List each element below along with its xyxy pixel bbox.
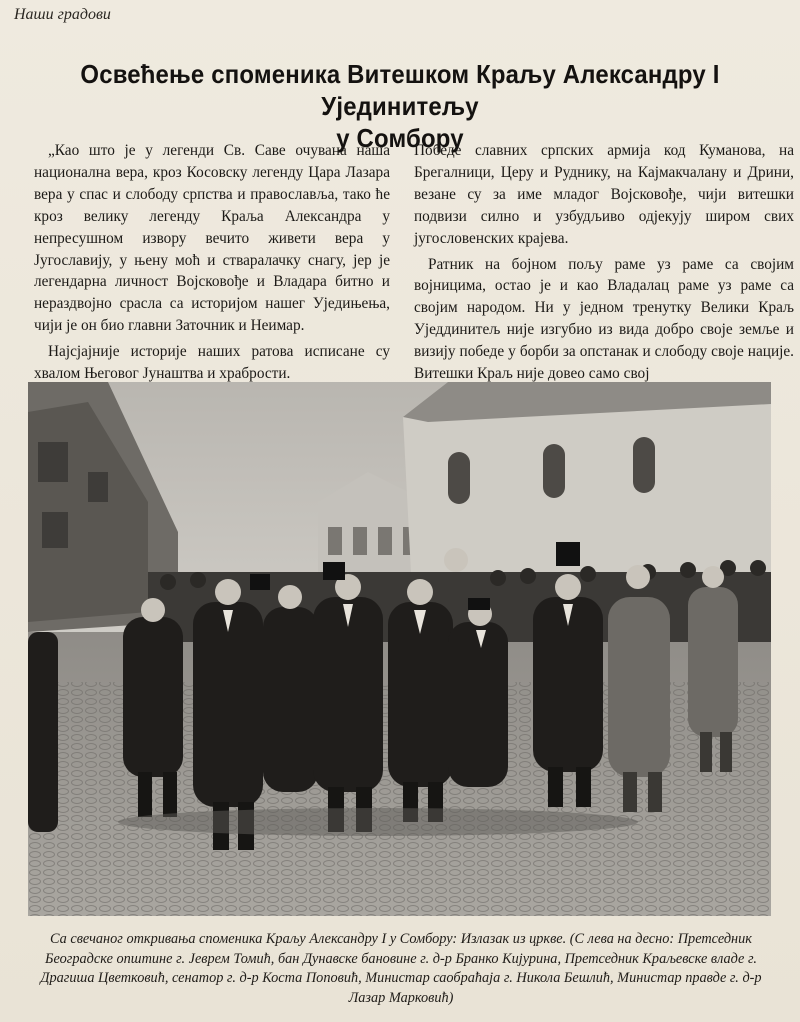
- paragraph: „Као што је у легенди Св. Саве очувана наша национална вера, кроз Косовску легенду Цара Лазара вера у спас и слободу српства и православља, тако ће кроз велику легенду Краља Александра у непресушном извору вечито живети вера у Југославију, у њену моћ и стваралачку снагу, јер је легендарна личност Војсковође и Владара битно и нераздвојно срасла са историјом нашег Уједињења, чији је он био главни Заточник и Неимар.: [34, 142, 390, 335]
- section-label: Наши градови: [14, 6, 111, 23]
- headline-line-2: у Сомбору: [336, 123, 464, 153]
- procession-photo: [28, 382, 771, 916]
- paragraph: Победе славних српских армија код Куманова, на Брегалници, Церу и Руднику, на Кајмакчалану и Дрини, везане су за име младог Војсковође, чији витешки подвизи силно и узбудљиво одјекују широм свих југословенских крајева.: [414, 142, 794, 247]
- paragraph: Ратник на бојном пољу раме уз раме са својим војницима, остао је и као Владалац раме уз раме са својим народом. Ни у једном тренутку Велики Краљ Уједдинитељ није изгубио из вида добро своје земље и визију победе у борби за опстанак и слободу своје нације. Витешки Краљ није довео само свој: [414, 255, 794, 383]
- headline-line-1: Освећење споменика Витешком Краљу Александру I Ујединитељу: [80, 59, 720, 121]
- right-column: [414, 140, 794, 383]
- left-column: [34, 140, 390, 383]
- photo-caption: Са свечаног откривања споменика Краљу Александру I у Сомбору: Излазак из цркве. (С лева на десно: Претседник Београдске општине г. Јеврем Томић, бан Дунавске бановине г. д-р Бранко Кијурина, Претседник Краљевске владе г. Драгиша Цветковић, сенатор г. д-р Коста Поповић, Министар саобраћаја г. Никола Бешлић, Министар правде г. д-р Лазар Марковић): [40, 931, 762, 1006]
- paragraph: Најсјајније историје наших ратова исписане су хвалом Његовог Јунаштва и храбрости.: [34, 343, 390, 383]
- article-body: [34, 140, 794, 383]
